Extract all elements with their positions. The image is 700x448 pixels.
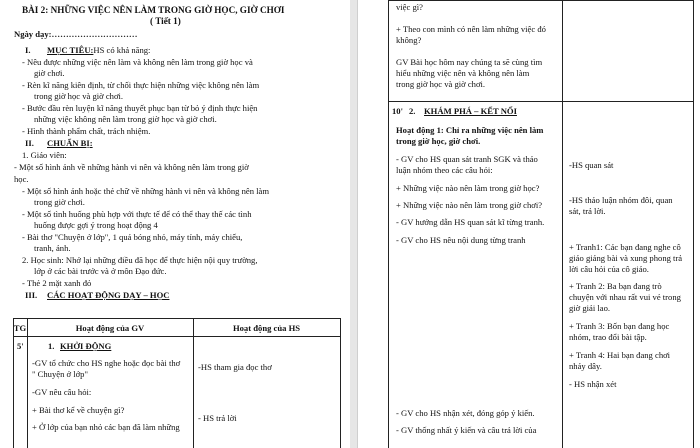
hs-line: nhóm, trao đổi bài tập. <box>569 332 647 342</box>
activity-title: KHỞI ĐỘNG <box>60 341 112 351</box>
prep-line: - Một số tình huống phù hợp với thực tế để có thể thay thế các tình <box>22 209 252 219</box>
section1-heading <box>47 45 150 55</box>
hs-line: -HS quan sát <box>569 160 614 170</box>
prep-line: - Một số hình ảnh về những hành vi nên và không nên làm trong giờ <box>14 162 249 172</box>
lesson-subtitle: ( Tiết 1) <box>150 16 181 26</box>
gv-line: không? <box>396 35 422 45</box>
prep-line: học. <box>14 174 29 184</box>
gv-line: " Chuyện ở lớp" <box>32 369 88 379</box>
hd-line: trong giờ học, giờ chơi. <box>396 136 481 146</box>
header-tg: TG <box>13 323 27 333</box>
objective-line: giờ chơi. <box>34 68 65 78</box>
row-time: 5' <box>17 341 24 351</box>
row-time: 10' <box>392 106 403 116</box>
prep-line: 1. Giáo viên: <box>22 150 67 160</box>
objective-line: - Hình thành phẩm chất, trách nhiệm. <box>22 126 151 136</box>
hd-line: Hoạt động 1: Chỉ ra những việc nên làm <box>396 125 544 135</box>
gv-line: - GV thống nhất ý kiến và câu trả lời của <box>396 425 537 435</box>
prep-line: huống được gợi ý trong hoạt động 4 <box>34 220 158 230</box>
hs-line: -HS tham gia đọc thơ <box>198 362 272 372</box>
prep-line: - Bài thơ "Chuyện ở lớp", 1 quả bóng nhỏ, máy tính, máy chiếu, <box>22 232 243 242</box>
section1-number: I. <box>25 45 31 55</box>
hs-line: chuyện với nhau rất vui vẻ trong <box>569 292 681 302</box>
prep-line: - Một số hình ảnh hoặc thẻ chữ về những hành vi nên và không nên làm <box>22 186 270 196</box>
hs-line: lời câu hỏi của cô giáo. <box>569 264 649 274</box>
gv-line: + Ở lớp của bạn nhỏ các bạn đã làm những <box>32 422 180 432</box>
prep-line: - Thẻ 2 mặt xanh đỏ <box>22 278 92 288</box>
header-hs: Hoạt động của HS <box>232 323 301 333</box>
prep-line: lớp ở các bài trước và ở môn Đạo đức. <box>34 266 167 276</box>
section2-number: II. <box>25 138 34 148</box>
section1-title: MỤC TIÊU: <box>47 45 94 55</box>
gv-line: + Những việc nào nên làm trong giờ học? <box>396 183 540 193</box>
objective-line: - Rèn kĩ năng kiên định, từ chối thực hiện những việc không nên làm <box>22 80 260 90</box>
hs-line: giờ giải lao. <box>569 303 611 313</box>
gv-line: + Bài thơ kể về chuyện gì? <box>32 405 125 415</box>
page-gap <box>350 0 357 448</box>
date-line: Ngày dạy:………………………… <box>14 29 138 39</box>
hs-line: + Tranh 2: Ba bạn đang trò <box>569 281 662 291</box>
gv-line: + Những việc nào nên làm trong giờ chơi? <box>396 200 543 210</box>
activity-number: 1. <box>48 341 55 351</box>
hs-line: -HS thảo luận nhóm đôi, quan <box>569 195 673 205</box>
document-page-right <box>357 0 700 448</box>
gv-line: - GV cho HS nhận xét, đóng góp ý kiến. <box>396 408 535 418</box>
prep-line: tranh, ảnh. <box>34 243 71 253</box>
gv-line: -GV tổ chức cho HS nghe hoặc đọc bài thơ <box>32 358 181 368</box>
hs-line: - HS nhận xét <box>569 379 617 389</box>
gv-line: -GV nêu câu hỏi: <box>32 387 92 397</box>
hs-line: nhảy dây. <box>569 361 602 371</box>
hs-line: + Tranh 4: Hai bạn đang chơi <box>569 350 671 360</box>
section2-title: CHUẨN BỊ: <box>47 138 93 148</box>
gv-line: + Theo con mình có nên làm những việc đó <box>396 24 546 34</box>
gv-line: - GV cho HS nêu nội dung từng tranh <box>396 235 526 245</box>
objective-line: - Bước đầu rèn luyện kĩ năng thuyết phục bạn từ bỏ ý định thực hiện <box>22 103 258 113</box>
hs-line: sát, trả lời. <box>569 206 606 216</box>
gv-line: GV Bài học hôm nay chúng ta sẽ cùng tìm <box>396 57 543 67</box>
gv-line: hiểu những việc nên và không nên làm <box>396 68 530 78</box>
objective-line: - Nêu được những việc nên làm và không nên làm trong giờ học và <box>22 57 253 67</box>
hs-line: + Tranh1: Các bạn đang nghe cô <box>569 242 681 252</box>
section1-rest: HS có khả năng: <box>93 45 151 55</box>
objective-line: trong giờ học và giờ chơi. <box>34 91 124 101</box>
gv-line: luận nhóm theo các câu hỏi: <box>396 165 493 175</box>
section3-number: III. <box>25 290 38 300</box>
prep-line: 2. Học sinh: Nhớ lại những điều đã học để thực hiện nội quy trường, <box>22 255 258 265</box>
activity-title: KHÁM PHÁ – KẾT NỐI <box>424 106 517 116</box>
activity-number: 2. <box>409 106 416 116</box>
gv-line: - GV hướng dẫn HS quan sát kĩ từng tranh. <box>396 217 545 227</box>
header-gv: Hoạt động của GV <box>75 323 145 333</box>
hs-line: giáo giảng bài và xung phong trả <box>569 253 683 263</box>
lesson-title: BÀI 2: NHỮNG VIỆC NÊN LÀM TRONG GIỜ HỌC, GIỜ CHƠI <box>22 5 285 15</box>
gv-line: - GV cho HS quan sát tranh SGK và thảo <box>396 154 538 164</box>
gv-line: trong giờ học và giờ chơi. <box>396 79 486 89</box>
hs-line: - HS trả lời <box>198 413 237 423</box>
gv-line: việc gì? <box>396 2 423 12</box>
section3-title: CÁC HOẠT ĐỘNG DẠY – HỌC <box>47 290 170 300</box>
prep-line: trong giờ chơi. <box>34 197 85 207</box>
hs-line: + Tranh 3: Bốn bạn đang học <box>569 321 670 331</box>
objective-line: những việc không nên làm trong giờ học và giờ chơi. <box>34 114 217 124</box>
